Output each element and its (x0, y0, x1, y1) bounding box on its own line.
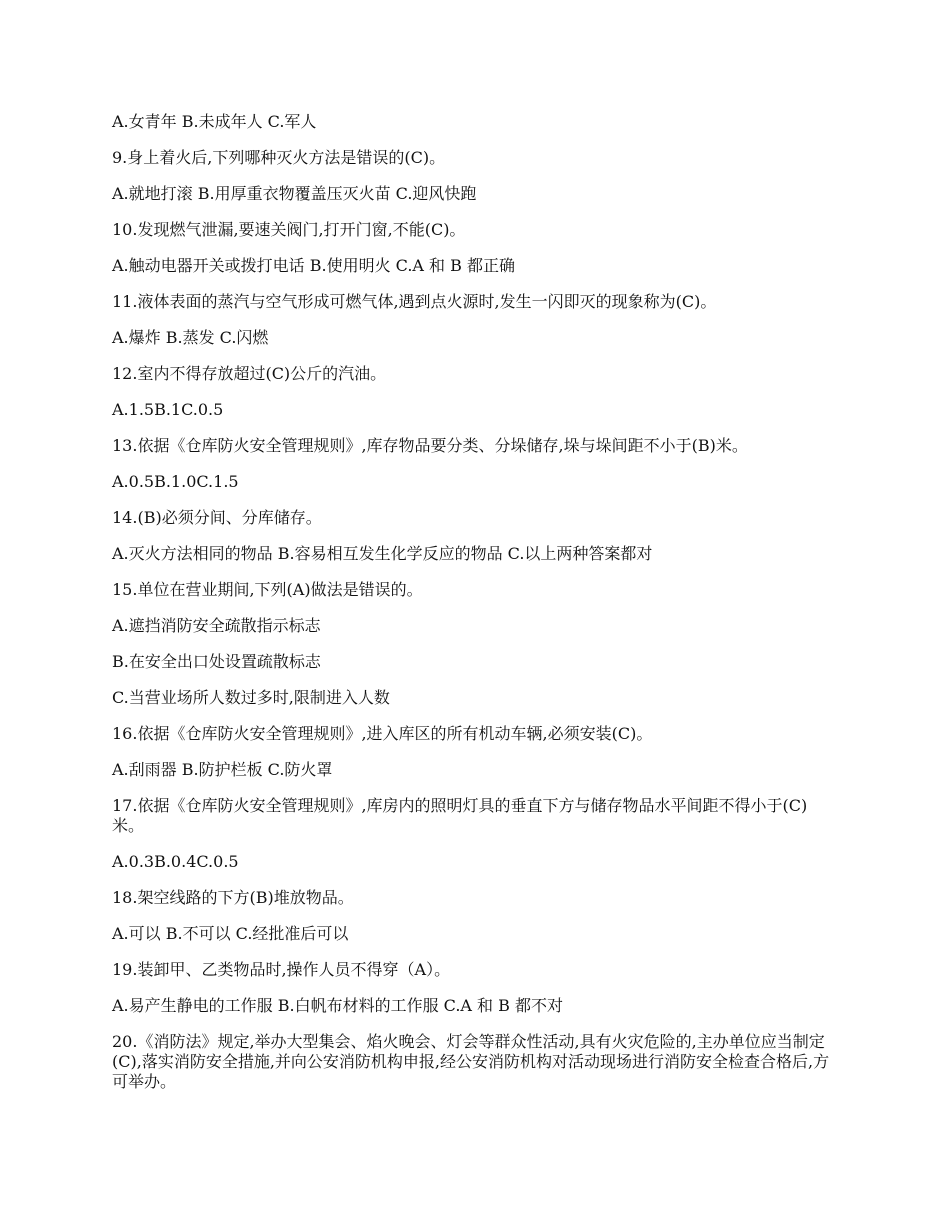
question-9: 9.身上着火后,下列哪种灭火方法是错误的(C)。 (112, 148, 446, 167)
answer-options-12: A.1.5B.1C.0.5 (112, 400, 224, 419)
answer-options-8: A.女青年 B.未成年人 C.军人 (112, 112, 317, 131)
question-17: 17.依据《仓库防火安全管理规则》,库房内的照明灯具的垂直下方与储存物品水平间距不得小于(C)米。 (112, 796, 808, 835)
answer-option-15b: B.在安全出口处设置疏散标志 (112, 652, 321, 671)
answer-options-13: A.0.5B.1.0C.1.5 (112, 472, 239, 491)
answer-options-14: A.灭火方法相同的物品 B.容易相互发生化学反应的物品 C.以上两种答案都对 (112, 544, 653, 563)
answer-options-11: A.爆炸 B.蒸发 C.闪燃 (112, 328, 269, 347)
answer-options-18: A.可以 B.不可以 C.经批准后可以 (112, 924, 349, 943)
question-20: 20.《消防法》规定,举办大型集会、焰火晚会、灯会等群众性活动,具有火灾危险的,主办单位应当制定(C),落实消防安全措施,并向公安消防机构申报,经公安消防机构对活动现场进行消防安全检查合格后,方可举办。 (112, 1032, 830, 1091)
answer-options-16: A.刮雨器 B.防护栏板 C.防火罩 (112, 760, 333, 779)
answer-options-9: A.就地打滚 B.用厚重衣物覆盖压灭火苗 C.迎风快跑 (112, 184, 477, 203)
answer-options-19: A.易产生静电的工作服 B.白帆布材料的工作服 C.A 和 B 都不对 (112, 996, 563, 1015)
question-15: 15.单位在营业期间,下列(A)做法是错误的。 (112, 580, 423, 599)
document-body (112, 112, 838, 1108)
answer-options-10: A.触动电器开关或拨打电话 B.使用明火 C.A 和 B 都正确 (112, 256, 515, 275)
question-19: 19.装卸甲、乙类物品时,操作人员不得穿（A）。 (112, 960, 451, 979)
question-13: 13.依据《仓库防火安全管理规则》,库存物品要分类、分垛储存,垛与垛间距不小于(B)米。 (112, 436, 748, 455)
answer-option-15a: A.遮挡消防安全疏散指示标志 (112, 616, 321, 635)
answer-option-15c: C.当营业场所人数过多时,限制进入人数 (112, 688, 390, 707)
question-18: 18.架空线路的下方(B)堆放物品。 (112, 888, 354, 907)
question-10: 10.发现燃气泄漏,要速关阀门,打开门窗,不能(C)。 (112, 220, 466, 239)
question-11: 11.液体表面的蒸汽与空气形成可燃气体,遇到点火源时,发生一闪即灭的现象称为(C)。 (112, 292, 717, 311)
answer-options-17: A.0.3B.0.4C.0.5 (112, 852, 239, 871)
question-12: 12.室内不得存放超过(C)公斤的汽油。 (112, 364, 387, 383)
question-14: 14.(B)必须分间、分库储存。 (112, 508, 322, 527)
question-16: 16.依据《仓库防火安全管理规则》,进入库区的所有机动车辆,必须安装(C)。 (112, 724, 653, 743)
